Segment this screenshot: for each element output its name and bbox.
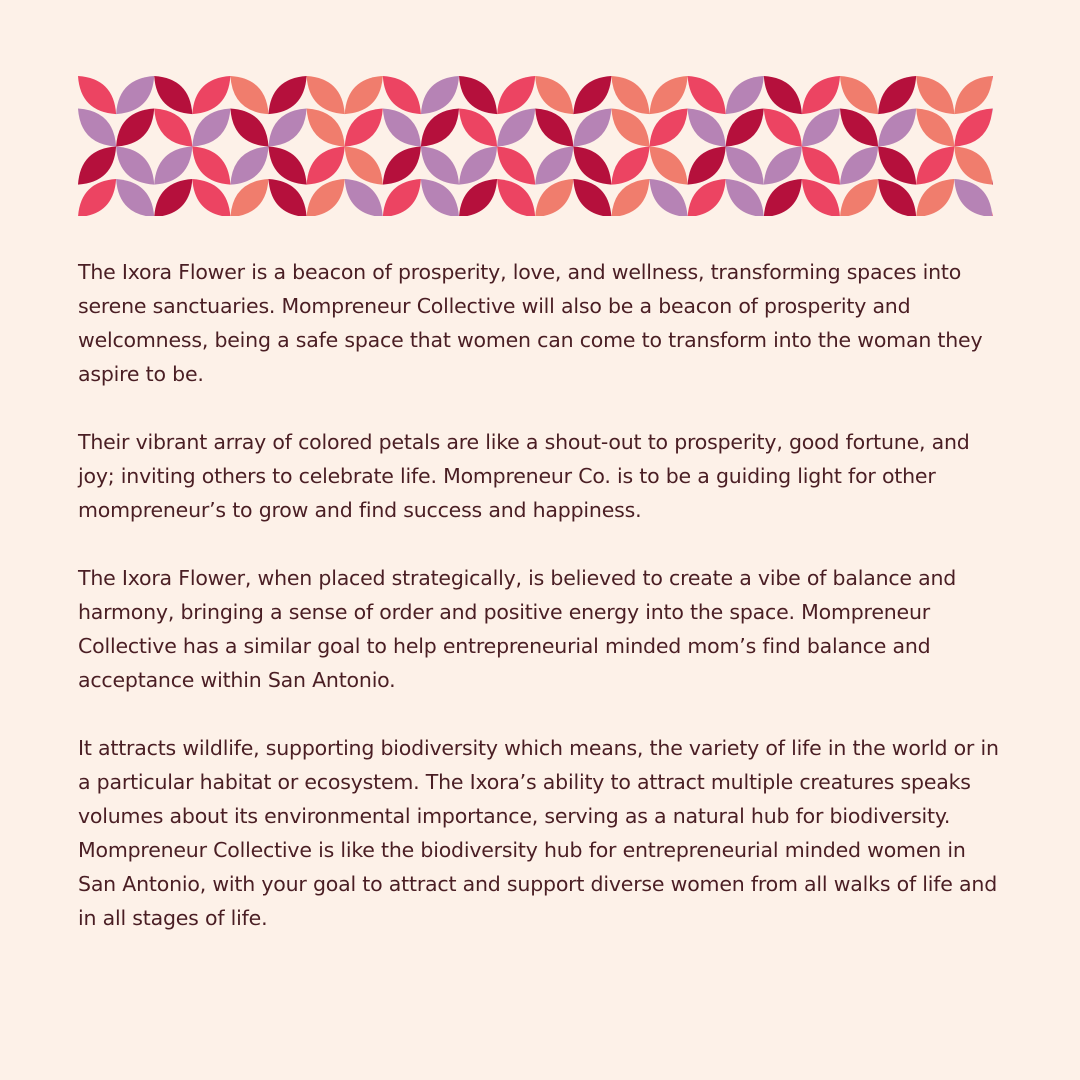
petal [802, 76, 840, 114]
petal [650, 76, 688, 114]
petal [535, 76, 573, 114]
petal [78, 108, 116, 146]
petal [840, 108, 878, 146]
petal [307, 147, 345, 185]
petal [497, 76, 535, 114]
petal [535, 179, 573, 216]
petal [954, 147, 992, 185]
petal [459, 147, 497, 185]
petal [230, 147, 268, 185]
petal [269, 147, 307, 185]
petal [688, 147, 726, 185]
article-body [78, 255, 1008, 969]
petal-pattern-graphic [78, 76, 993, 216]
petal [573, 108, 611, 146]
petal [154, 147, 192, 185]
petal [383, 108, 421, 146]
petal [269, 108, 307, 146]
petal [802, 108, 840, 146]
petal [307, 179, 345, 216]
petal [116, 108, 154, 146]
petal [383, 179, 421, 216]
petal [116, 76, 154, 114]
petal [992, 147, 993, 185]
petal [116, 179, 154, 216]
petal [78, 179, 116, 216]
petal [954, 108, 992, 146]
petal [78, 147, 116, 185]
petal [497, 179, 535, 216]
petal [459, 179, 497, 216]
petal [573, 147, 611, 185]
petal [154, 108, 192, 146]
petal [992, 76, 993, 114]
petal [78, 76, 116, 114]
petal [269, 76, 307, 114]
petal [840, 147, 878, 185]
paragraph-1: The Ixora Flower is a beacon of prosperity, love, and wellness, transforming spaces into serene sanctuaries. Mompreneur Collective will also be a beacon of prosperity and welcomness, being a safe space that women can come to transform into the woman they aspire to be. [78, 260, 983, 386]
petal [230, 76, 268, 114]
petal [916, 76, 954, 114]
petal [497, 147, 535, 185]
petal [878, 76, 916, 114]
petal [116, 147, 154, 185]
petal [764, 76, 802, 114]
petal [688, 108, 726, 146]
petal [954, 76, 992, 114]
petal [192, 108, 230, 146]
petal [954, 179, 992, 216]
petal [764, 179, 802, 216]
petal [421, 108, 459, 146]
petal [650, 108, 688, 146]
petal [726, 108, 764, 146]
petal [230, 108, 268, 146]
petal [383, 147, 421, 185]
petal [307, 76, 345, 114]
petal [878, 179, 916, 216]
petal [916, 108, 954, 146]
petal [650, 147, 688, 185]
petal [192, 76, 230, 114]
petal [611, 76, 649, 114]
petal [802, 147, 840, 185]
petal [840, 76, 878, 114]
petal [421, 76, 459, 114]
petal [802, 179, 840, 216]
paragraph-2: Their vibrant array of colored petals are like a shout-out to prosperity, good fortune, and joy; inviting others to celebrate life. Mompreneur Co. is to be a guiding light for other mompreneur’s to grow and find success and happiness. [78, 430, 970, 522]
petal [764, 108, 802, 146]
petal [726, 179, 764, 216]
petal [535, 147, 573, 185]
petal [573, 76, 611, 114]
petal [611, 179, 649, 216]
petal [154, 76, 192, 114]
petal [650, 179, 688, 216]
petal [154, 179, 192, 216]
petal [688, 179, 726, 216]
paragraph-3: The Ixora Flower, when placed strategically, is believed to create a vibe of balance and harmony, bringing a sense of order and positive energy into the space. Mompreneur Collective has a similar goal to help entrepreneurial minded mom’s find balance and acceptance within San Antonio. [78, 566, 957, 692]
petal [611, 108, 649, 146]
petal [307, 108, 345, 146]
petal [878, 147, 916, 185]
petal [726, 76, 764, 114]
petal [345, 147, 383, 185]
petal [421, 147, 459, 185]
petal [726, 147, 764, 185]
petal [916, 179, 954, 216]
petal [345, 76, 383, 114]
petal [192, 179, 230, 216]
petal [878, 108, 916, 146]
petal [840, 179, 878, 216]
petal [535, 108, 573, 146]
paragraph-4: It attracts wildlife, supporting biodiversity which means, the variety of life in the world or in a particular habitat or ecosystem. The Ixora’s ability to attract multiple creatures speaks volumes about its environmental importance, serving as a natural hub for biodiversity. Mompreneur Collective is like the biodiversity hub for entrepreneurial minded women in San Antonio, with your goal to attract and support diverse women from all walks of life and in all stages of life. [78, 736, 999, 930]
petal [421, 179, 459, 216]
petal [497, 108, 535, 146]
petal [688, 76, 726, 114]
petal [383, 76, 421, 114]
petal [459, 76, 497, 114]
petal [573, 179, 611, 216]
petal [611, 147, 649, 185]
petal [764, 147, 802, 185]
petal [916, 147, 954, 185]
petal [230, 179, 268, 216]
petal [345, 179, 383, 216]
ixora-flower-pattern-icon [78, 76, 993, 216]
petal [345, 108, 383, 146]
petal [269, 179, 307, 216]
petal [992, 108, 993, 146]
petal [192, 147, 230, 185]
petal [459, 108, 497, 146]
